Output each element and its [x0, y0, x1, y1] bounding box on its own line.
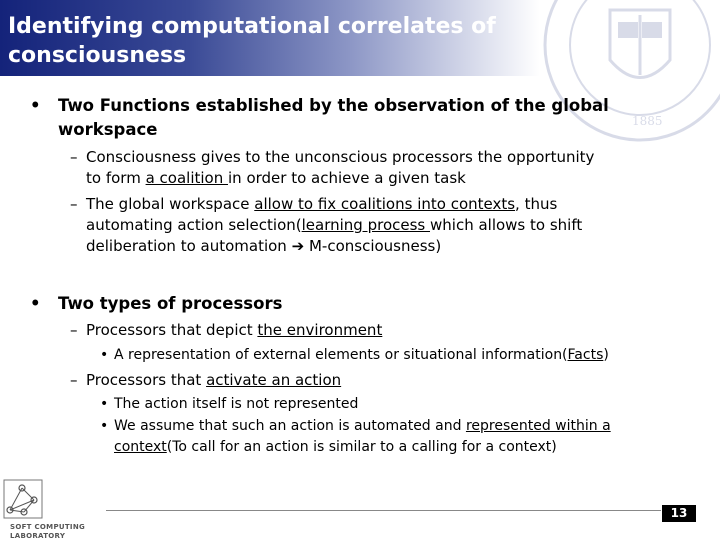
- item1-line1: Consciousness gives to the unconscious processors the opportunity: [86, 148, 595, 166]
- bullet-icon: •: [30, 294, 41, 313]
- processor2-sub2: [114, 416, 714, 458]
- section1-item2: [86, 194, 706, 257]
- bullet-icon: •: [100, 418, 109, 434]
- processor2-sub2-line1: We assume that such an action is automated and represented within a: [114, 418, 611, 434]
- page-number: 13: [662, 505, 696, 522]
- bullet-icon: •: [30, 96, 41, 115]
- section1-heading-line2: workspace: [58, 120, 158, 139]
- section2-heading: Two types of processors: [58, 294, 283, 313]
- arrow-right-icon: ➔: [291, 237, 305, 255]
- item2-line2: automating action selection(learning process which allows to shift: [86, 216, 583, 234]
- item1-line2: to form a coalition in order to achieve a given task: [86, 169, 466, 187]
- bullet-icon: •: [100, 347, 109, 363]
- dash-icon: –: [70, 321, 78, 339]
- title-line-2: consciousness: [8, 43, 187, 68]
- logo-text-line1: SOFT COMPUTING: [10, 523, 86, 531]
- title-line-1: Identifying computational correlates of: [8, 14, 496, 39]
- bullet-icon: •: [100, 396, 109, 412]
- processor1-sub: A representation of external elements or situational information(Facts): [114, 347, 609, 363]
- logo-text-line2: LABORATORY: [10, 532, 66, 540]
- processor2-sub1: The action itself is not represented: [114, 396, 359, 412]
- dash-icon: –: [70, 148, 78, 166]
- item2-line1: The global workspace allow to fix coalitions into contexts, thus: [86, 195, 558, 213]
- footer-divider: [106, 510, 661, 511]
- processor2: Processors that activate an action: [86, 371, 342, 389]
- seal-year: 1885: [632, 114, 663, 128]
- dash-icon: –: [70, 195, 78, 213]
- processor1: Processors that depict the environment: [86, 321, 383, 339]
- section1-heading: [58, 94, 708, 142]
- section1-item1: [86, 147, 706, 189]
- processor2-sub2-line2: context(To call for an action is similar to a calling for a context): [114, 439, 557, 455]
- dash-icon: –: [70, 371, 78, 389]
- section1-heading-line1: Two Functions established by the observation of the global: [58, 96, 609, 115]
- item2-line3: deliberation to automation ➔ M-consciousness): [86, 237, 442, 255]
